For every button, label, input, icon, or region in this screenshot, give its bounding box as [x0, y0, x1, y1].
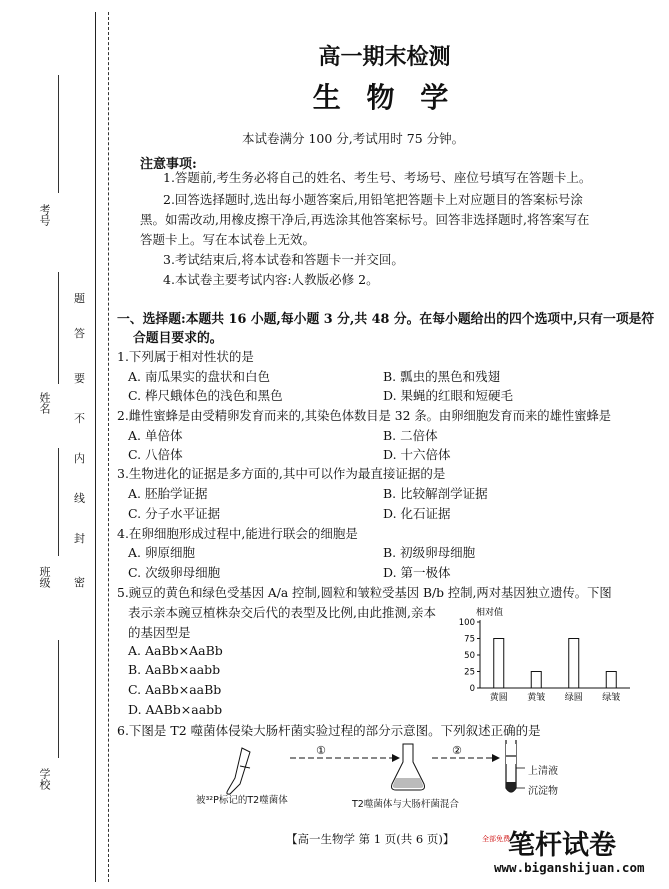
chart-ytick-label: 100 — [458, 618, 475, 628]
exam-info: 本试卷满分 100 分,考试用时 75 分钟。 — [242, 131, 465, 146]
q5-option-c[interactable]: C. AaBb×aaBb — [128, 682, 222, 697]
class-field[interactable] — [58, 448, 59, 556]
notes-heading: 注意事项: — [140, 157, 197, 172]
q2-stem: 2.雌性蜜蜂是由受精卵发育而来的,其染色体数目是 32 条。由卵细胞发育而来的雄性蜜蜂是 — [117, 409, 612, 423]
section1-line2: 合题目要求的。 — [133, 331, 223, 346]
school-label: 学校 — [38, 768, 51, 790]
q2-option-a[interactable]: A. 单倍体 — [128, 428, 183, 443]
q2-option-c[interactable]: C. 八倍体 — [128, 447, 183, 462]
note-1: 1.答题前,考生务必将自己的姓名、考生号、考场号、座位号填写在答题卡上。 — [163, 170, 592, 185]
q5-stem-line2: 表示亲本豌豆植株杂交后代的表型及比例,由此推测,亲本 — [128, 605, 436, 620]
class-label: 班级 — [38, 566, 51, 588]
q3-option-a[interactable]: A. 胚胎学证据 — [128, 486, 208, 501]
subject-title: 生 物 学 — [312, 81, 457, 114]
q4-option-d[interactable]: D. 第一极体 — [383, 565, 451, 580]
seal-char: 答 — [74, 327, 85, 340]
q5-stem-line1: 5.豌豆的黄色和绿色受基因 A/a 控制,圆粒和皱粒受基因 B/b 控制,两对基因独立遗传。下图 — [117, 586, 612, 600]
school-field[interactable] — [58, 640, 59, 758]
note-2c: 答题卡上。写在本试卷上无效。 — [140, 232, 316, 247]
exam-number-field[interactable] — [58, 75, 59, 193]
q1-option-a[interactable]: A. 南瓜果实的盘状和白色 — [128, 369, 270, 384]
note-2b: 黑。如需改动,用橡皮擦干净后,再选涂其他答案标号。回答非选择题时,将答案写在 — [140, 212, 590, 227]
q2-option-d[interactable]: D. 十六倍体 — [383, 447, 451, 462]
chart-category-label: 黄皱 — [527, 693, 546, 703]
q4-stem: 4.在卵细胞形成过程中,能进行联会的细胞是 — [117, 526, 358, 541]
name-field[interactable] — [58, 272, 59, 384]
chart-bar-3 — [569, 639, 579, 689]
q1-stem: 1.下列属于相对性状的是 — [117, 349, 254, 364]
name-label: 姓名 — [38, 392, 51, 414]
seal-char: 不 — [74, 412, 85, 425]
q1-option-d[interactable]: D. 果蝇的红眼和短硬毛 — [383, 388, 514, 403]
watermark-url: www.biganshijuan.com — [494, 860, 645, 875]
q5-option-b[interactable]: B. AaBb×aabb — [128, 662, 221, 677]
chart-bar-2 — [531, 672, 541, 689]
label-pellet: 沉淀物 — [528, 786, 558, 797]
q5-stem-line3: 的基因型是 — [128, 625, 191, 640]
note-4: 4.本试卷主要考试内容:人教版必修 2。 — [163, 272, 379, 287]
section1-line1: 一、选择题:本题共 16 小题,每小题 3 分,共 48 分。在每小题给出的四个选项中,只有一项是符 — [117, 312, 655, 327]
binding-line-outer — [95, 12, 96, 882]
binding-line-inner — [108, 12, 109, 882]
seal-char: 内 — [74, 452, 85, 465]
q6-stem: 6.下图是 T2 噬菌体侵染大肠杆菌实验过程的部分示意图。下列叙述正确的是 — [117, 723, 541, 738]
chart-category-label: 黄圆 — [489, 693, 508, 703]
chart-ylabel: 相对值 — [476, 608, 504, 618]
label-mixed-flask: T2噬菌体与大肠杆菌混合 — [352, 799, 459, 810]
watermark-small: 全部免费 — [482, 835, 510, 843]
seal-char: 题 — [74, 292, 85, 305]
note-3: 3.考试结束后,将本试卷和答题卡一并交回。 — [163, 252, 404, 267]
exam-title: 高一期末检测 — [318, 44, 451, 70]
q3-option-d[interactable]: D. 化石证据 — [383, 506, 451, 521]
label-labeled-phage: 被³²P标记的T2噬菌体 — [196, 795, 288, 806]
page-footer: 【高一生物学 第 1 页(共 6 页)】 — [286, 832, 455, 846]
step1-label: ① — [316, 744, 326, 757]
seal-char: 封 — [74, 532, 85, 545]
step2-label: ② — [452, 744, 462, 757]
q3-option-c[interactable]: C. 分子水平证据 — [128, 506, 221, 521]
q1-option-c[interactable]: C. 桦尺蛾体色的浅色和黑色 — [128, 388, 283, 403]
q3-stem: 3.生物进化的证据是多方面的,其中可以作为最直接证据的是 — [117, 466, 446, 481]
seal-char: 要 — [74, 372, 85, 385]
chart-category-label: 绿圆 — [564, 693, 583, 703]
q5-option-d[interactable]: D. AABb×aabb — [128, 702, 223, 717]
seal-char: 线 — [74, 492, 85, 505]
q2-option-b[interactable]: B. 二倍体 — [383, 428, 438, 443]
watermark-brand: 笔杆试卷 — [508, 830, 616, 861]
chart-bar-1 — [494, 639, 504, 689]
chart-ytick-label: 75 — [464, 634, 475, 645]
chart-bar-4 — [606, 672, 616, 689]
label-supernatant: 上清液 — [528, 766, 558, 777]
q5-option-a[interactable]: A. AaBb×AaBb — [128, 643, 223, 658]
chart-ytick-label: 50 — [464, 651, 475, 661]
chart-category-label: 绿皱 — [602, 693, 621, 703]
test-tube-icon — [506, 740, 525, 792]
chart-ytick-label: 0 — [469, 684, 475, 694]
seal-char: 密 — [74, 576, 85, 589]
q5-phenotype-chart — [440, 600, 640, 708]
chart-ytick-label: 25 — [464, 667, 475, 678]
note-2a: 2.回答选择题时,选出每小题答案后,用铅笔把答题卡上对应题目的答案标号涂 — [163, 192, 583, 207]
q3-option-b[interactable]: B. 比较解剖学证据 — [383, 486, 488, 501]
q1-option-b[interactable]: B. 瓢虫的黑色和残翅 — [383, 369, 501, 384]
step1-arrow — [290, 744, 400, 762]
q4-option-c[interactable]: C. 次级卵母细胞 — [128, 565, 221, 580]
step2-arrow — [432, 744, 500, 762]
phage-pipette-icon — [227, 748, 250, 794]
exam-number-label: 考号 — [38, 204, 51, 226]
flask-icon — [392, 744, 425, 790]
q4-option-b[interactable]: B. 初级卵母细胞 — [383, 545, 476, 560]
q4-option-a[interactable]: A. 卵原细胞 — [128, 545, 195, 560]
